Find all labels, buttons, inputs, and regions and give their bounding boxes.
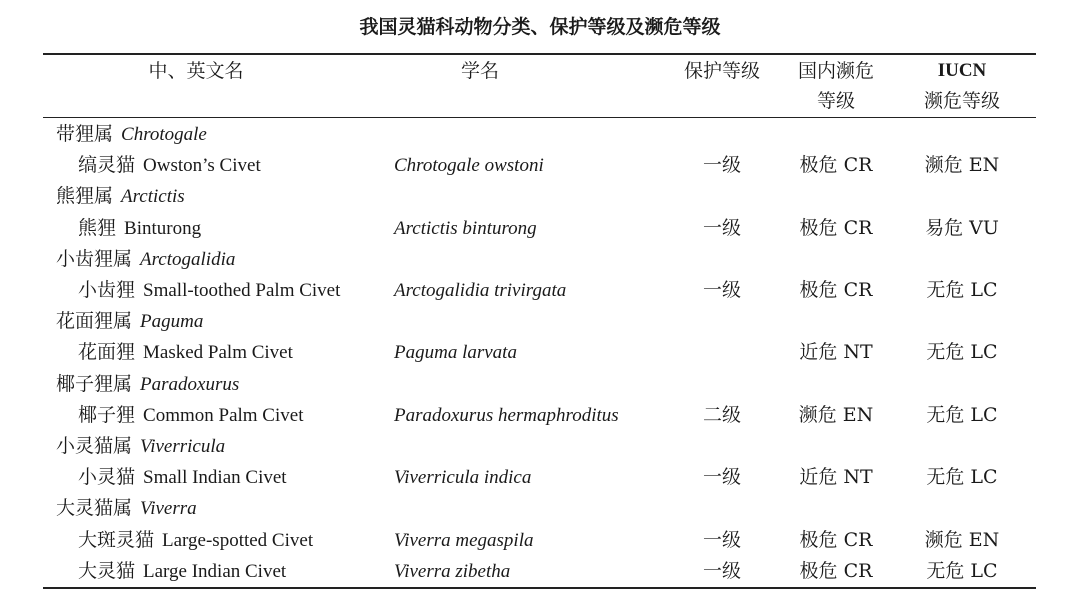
genus-cn: 熊狸属 (56, 185, 114, 208)
species-name (78, 556, 286, 587)
genus-latin: Viverra (140, 498, 197, 520)
genus-row (0, 369, 1080, 400)
scientific-name: Viverra zibetha (394, 560, 511, 582)
scientific-name: Chrotogale owstoni (394, 155, 544, 177)
genus-name (56, 493, 197, 524)
domestic-status: 极危 CR (799, 216, 873, 239)
genus-cn: 椰子狸属 (56, 372, 133, 395)
scientific-name: Viverra megaspila (394, 529, 534, 551)
iucn-status: 无危 LC (926, 403, 998, 426)
domestic-status: 极危 CR (799, 279, 873, 301)
species-cn: 缟灵猫 (78, 154, 136, 177)
domestic-status: 近危 NT (799, 341, 873, 364)
species-name (78, 337, 293, 368)
header-domestic-line1: 国内濒危 (797, 60, 874, 82)
species-en: Binturong (124, 217, 202, 239)
species-name (78, 150, 261, 181)
iucn-status: 易危 VU (925, 216, 999, 239)
iucn-status: 无危 LC (926, 341, 998, 364)
scientific-name: Paradoxurus hermaphroditus (394, 404, 619, 426)
protection-level: 一级 (702, 559, 741, 582)
species-row (0, 213, 1080, 244)
header-scientific: 学名 (460, 60, 499, 82)
genus-name (56, 181, 185, 212)
domestic-status: 近危 NT (799, 466, 873, 489)
header-rule (43, 117, 1036, 118)
species-en: Small-toothed Palm Civet (143, 280, 341, 301)
domestic-status: 极危 CR (799, 559, 873, 582)
genus-row (0, 244, 1080, 275)
genus-row (0, 181, 1080, 212)
protection-level: 一级 (702, 154, 741, 177)
genus-name (56, 244, 235, 275)
header-protection: 保护等级 (683, 60, 760, 82)
scientific-name: Arctogalidia trivirgata (394, 280, 567, 301)
species-name (78, 400, 303, 431)
genus-latin: Arctictis (121, 186, 185, 208)
iucn-status: 濒危 EN (924, 154, 1000, 177)
species-name (78, 462, 287, 493)
scientific-name: Paguma larvata (394, 342, 517, 364)
header-iucn-line2: 濒危等级 (923, 90, 1000, 112)
header-domestic-line2: 等级 (816, 90, 855, 112)
genus-latin: Paradoxurus (140, 373, 240, 395)
genus-row (0, 119, 1080, 150)
scientific-name: Arctictis binturong (394, 217, 537, 239)
iucn-status: 无危 LC (926, 466, 998, 489)
species-row (0, 337, 1080, 368)
species-row (0, 462, 1080, 493)
iucn-status: 濒危 EN (924, 528, 1000, 551)
genus-name (56, 306, 203, 337)
bottom-rule (43, 587, 1036, 589)
species-row (0, 150, 1080, 181)
species-row (0, 275, 1080, 306)
protection-level: 一级 (702, 528, 741, 551)
species-cn: 大斑灵猫 (78, 528, 155, 551)
genus-latin: Viverricula (140, 436, 226, 457)
species-en: Large-spotted Civet (162, 529, 314, 551)
genus-row (0, 431, 1080, 462)
species-cn: 熊狸 (78, 216, 117, 239)
protection-level: 一级 (702, 216, 741, 239)
scientific-name: Viverricula indica (394, 467, 532, 489)
protection-level: 二级 (702, 403, 741, 426)
species-cn: 小灵猫 (78, 466, 136, 489)
species-en: Large Indian Civet (143, 560, 287, 582)
species-en: Common Palm Civet (143, 404, 304, 426)
domestic-status: 濒危 EN (798, 403, 874, 426)
protection-level: 一级 (702, 279, 741, 301)
iucn-status: 无危 LC (926, 279, 998, 301)
species-name (78, 275, 340, 306)
genus-cn: 带狸属 (56, 123, 114, 145)
genus-row (0, 493, 1080, 524)
species-cn: 椰子狸 (78, 403, 136, 426)
table-title: 我国灵猫科动物分类、保护等级及濒危等级 (359, 16, 721, 38)
species-row (0, 400, 1080, 431)
species-cn: 大灵猫 (78, 559, 136, 582)
iucn-status: 无危 LC (926, 559, 998, 582)
genus-cn: 花面狸属 (56, 310, 133, 333)
species-name (78, 525, 313, 556)
species-row (0, 556, 1080, 587)
genus-name (56, 119, 207, 150)
species-name (78, 213, 201, 244)
genus-cn: 小齿狸属 (56, 247, 133, 270)
top-rule (43, 53, 1036, 55)
genus-name (56, 369, 239, 400)
genus-latin: Paguma (140, 311, 204, 333)
genus-latin: Arctogalidia (140, 248, 236, 270)
domestic-status: 极危 CR (799, 154, 873, 177)
header-name: 中、英文名 (148, 60, 244, 82)
header-iucn-line1: IUCN (937, 60, 987, 81)
genus-cn: 小灵猫属 (56, 435, 133, 457)
species-cn: 小齿狸 (78, 279, 136, 301)
species-en: Owston’s Civet (143, 155, 261, 177)
genus-latin: Chrotogale (121, 124, 207, 145)
genus-row (0, 306, 1080, 337)
species-cn: 花面狸 (78, 341, 136, 364)
species-row (0, 525, 1080, 556)
species-en: Masked Palm Civet (143, 342, 293, 364)
species-en: Small Indian Civet (143, 467, 287, 489)
genus-name (56, 431, 225, 462)
protection-level: 一级 (702, 466, 741, 489)
domestic-status: 极危 CR (799, 528, 873, 551)
genus-cn: 大灵猫属 (56, 497, 133, 520)
